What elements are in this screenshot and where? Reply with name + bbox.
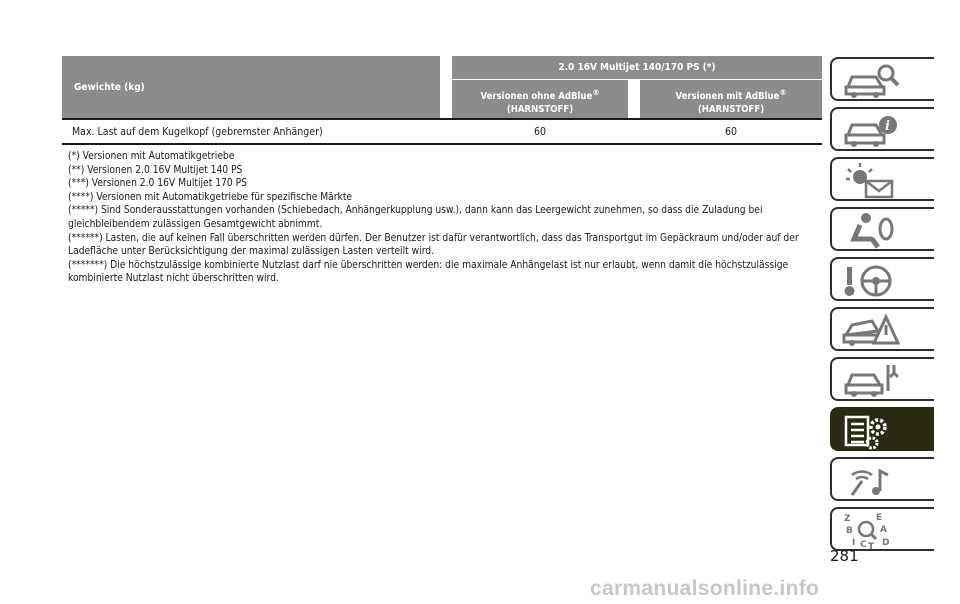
col-a-title: Versionen ohne AdBlue xyxy=(480,91,593,102)
table-rule-bottom xyxy=(62,143,822,145)
seated-person-airbag-icon xyxy=(842,211,902,251)
watermark: carmanualsonline.info xyxy=(590,577,820,600)
specifications-gear-icon xyxy=(842,411,902,451)
footnotes xyxy=(68,150,818,286)
tab-starting-driving[interactable] xyxy=(830,257,934,301)
engine-header: 2.0 16V Multijet 140/170 PS (*) xyxy=(452,56,822,79)
registered-mark: ® xyxy=(779,88,787,97)
alphabetical-index-icon xyxy=(842,511,902,551)
car-search-icon xyxy=(842,61,902,101)
footnote: (*******) Die höchstzulässige kombinierte Nutzlast darf nie überschritten werden: die maximale Anhängelast ist nur erlaubt, wenn damit die höchstzulässige kombinierte Nutzlast nicht überschritten wird. xyxy=(68,259,789,285)
col-b-title: Versionen mit AdBlue xyxy=(675,91,780,102)
tab-warning-lights[interactable] xyxy=(830,157,934,201)
weights-header-label: Gewichte (kg) xyxy=(74,82,145,93)
car-wrench-icon xyxy=(842,361,902,401)
column-header-without-adblue xyxy=(452,80,628,118)
tab-car-search[interactable] xyxy=(830,57,934,101)
row-value-without-adblue: 60 xyxy=(533,126,547,138)
tab-safety[interactable] xyxy=(830,207,934,251)
tab-emergency[interactable] xyxy=(830,307,934,351)
tab-index[interactable] xyxy=(830,507,934,551)
footnote: (*) Versionen mit Automatikgetriebe xyxy=(68,151,235,162)
page-number: 281 xyxy=(830,547,859,565)
col-b-subtitle: (HARNSTOFF) xyxy=(697,104,765,115)
footnote: (******) Lasten, die auf keinen Fall überschritten werden dürfen. Der Benutzer ist dafür verantwortlich, dass das Transportgut im Gepäckraum und/oder auf der Ladefläche unter Berücksichtigung der maximal zulässigen Lasten verteilt wird. xyxy=(68,232,799,258)
svg-text:A: A xyxy=(880,525,887,535)
svg-text:I: I xyxy=(852,538,856,548)
multimedia-icon xyxy=(842,461,902,501)
col-a-subtitle: (HARNSTOFF) xyxy=(506,104,574,115)
svg-text:D: D xyxy=(882,538,890,548)
footnote: (**) Versionen 2.0 16V Multijet 140 PS xyxy=(68,164,243,176)
svg-text:Z: Z xyxy=(844,514,851,524)
svg-text:C: C xyxy=(860,540,867,550)
tab-multimedia[interactable] xyxy=(830,457,934,501)
column-header-with-adblue xyxy=(640,80,822,118)
tab-servicing[interactable] xyxy=(830,357,934,401)
row-label: Max. Last auf dem Kugelkopf (gebremster Anhänger) xyxy=(72,126,323,138)
svg-text:E: E xyxy=(876,513,883,523)
svg-text:i: i xyxy=(885,119,890,134)
tab-car-info[interactable] xyxy=(830,107,934,151)
steering-wheel-key-icon xyxy=(842,261,902,301)
footnote: (****) Versionen mit Automatikgetriebe für spezifische Märkte xyxy=(68,191,353,203)
car-warning-triangle-icon xyxy=(842,311,902,351)
warning-light-message-icon xyxy=(842,161,902,201)
table-rule-top xyxy=(62,118,822,120)
footnote: (***) Versionen 2.0 16V Multijet 170 PS xyxy=(68,178,247,190)
svg-text:T: T xyxy=(868,542,875,551)
weights-header-cell xyxy=(62,56,440,118)
car-info-icon xyxy=(842,111,902,151)
row-value-with-adblue: 60 xyxy=(724,126,738,138)
tab-technical-specifications[interactable] xyxy=(830,407,934,451)
svg-text:B: B xyxy=(846,526,853,536)
footnote: (*****) Sind Sonderausstattungen vorhanden (Schiebedach, Anhängerkupplung usw.), dann kann das Leergewicht zunehmen, so dass die Zuladung bei gleichbleibendem zulässigen Gesamtgewicht abnimmt. xyxy=(68,205,763,230)
registered-mark: ® xyxy=(592,88,600,97)
